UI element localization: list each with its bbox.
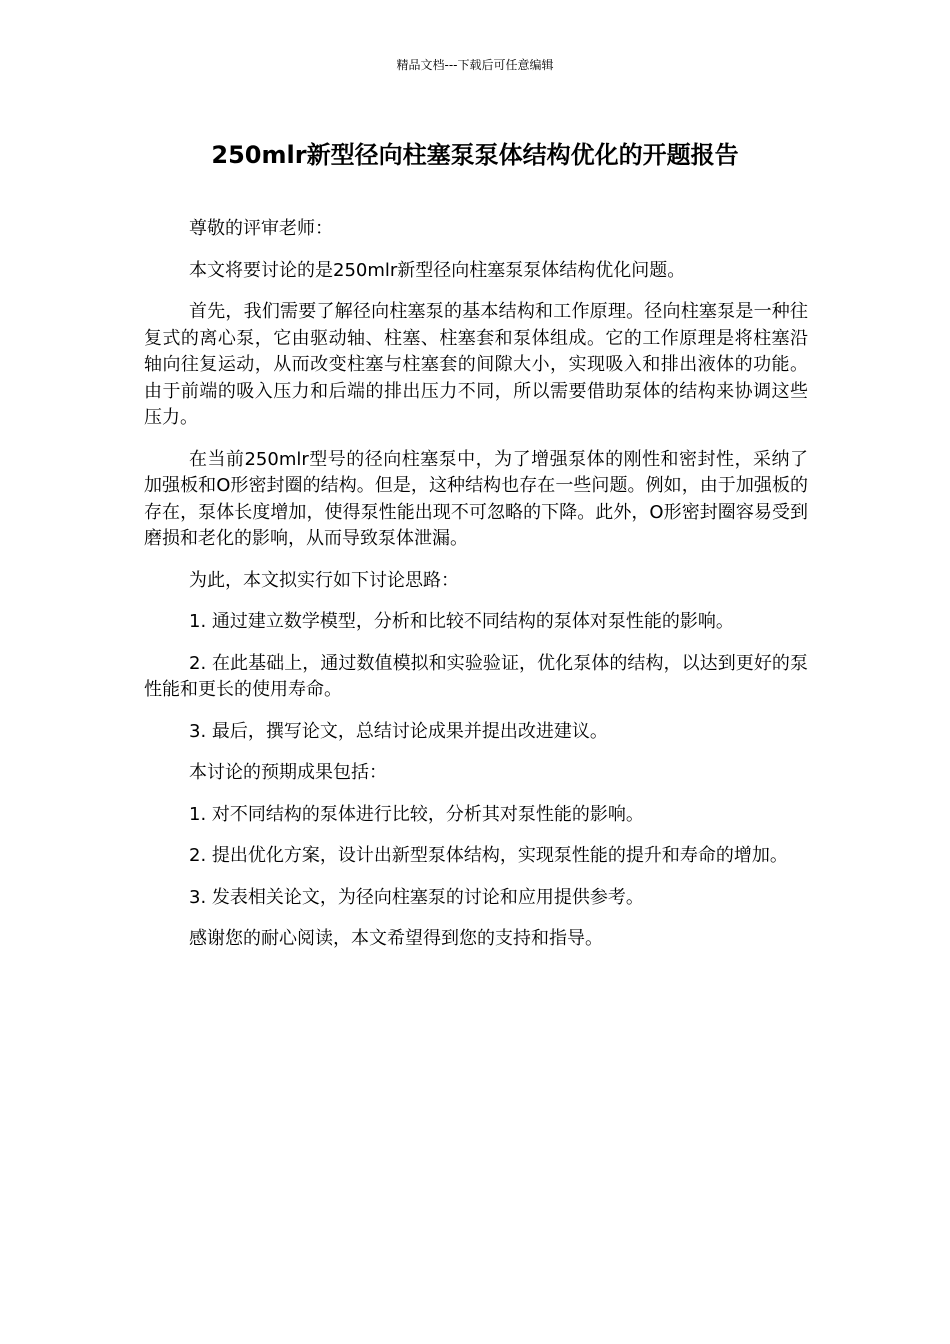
paragraph-outcomes-heading: 本讨论的预期成果包括： [189, 762, 387, 783]
approach-item-3: 3. 最后，撰写论文，总结讨论成果并提出改进建议。 [189, 720, 608, 742]
page-header: 精品文档---下载后可任意编辑 [396, 58, 554, 72]
outcome-item-2: 2. 提出优化方案，设计出新型泵体结构，实现泵性能的提升和寿命的增加。 [189, 845, 788, 866]
paragraph-principle: 首先，我们需要了解径向柱塞泵的基本结构和工作原理。径向柱塞泵是一种往复式的离心泵，它由驱动轴、柱塞、柱塞套和泵体组成。它的工作原理是将柱塞沿轴向往复运动，从而改变柱塞与柱塞套的间隙大小，实现吸入和排出液体的功能。由于前端的吸入压力和后端的排出压力不同，所以需要借助泵体的结构来协调这些压力。 [144, 301, 808, 428]
paragraph-approach-heading: 为此，本文拟实行如下讨论思路： [189, 569, 459, 591]
document-title: 250mlr新型径向柱塞泵泵体结构优化的开题报告 [211, 141, 739, 169]
salutation: 尊敬的评审老师： [189, 218, 333, 239]
approach-item-1: 1. 通过建立数学模型，分析和比较不同结构的泵体对泵性能的影响。 [189, 611, 734, 632]
paragraph-intro: 本文将要讨论的是250mlr新型径向柱塞泵泵体结构优化问题。 [189, 259, 686, 281]
paragraph-problem: 在当前250mlr型号的径向柱塞泵中，为了增强泵体的刚性和密封性，采纳了加强板和O形密封圈的结构。但是，这种结构也存在一些问题。例如，由于加强板的存在，泵体长度增加，使得泵性能出现不可忽略的下降。此外，O形密封圈容易受到磨损和老化的影响，从而导致泵体泄漏。 [144, 448, 808, 549]
outcome-item-1: 1. 对不同结构的泵体进行比较，分析其对泵性能的影响。 [189, 803, 644, 825]
approach-item-2: 2. 在此基础上，通过数值模拟和实验验证，优化泵体的结构，以达到更好的泵性能和更长的使用寿命。 [144, 652, 808, 700]
outcome-item-3: 3. 发表相关论文，为径向柱塞泵的讨论和应用提供参考。 [189, 886, 644, 908]
closing-line: 感谢您的耐心阅读，本文希望得到您的支持和指导。 [189, 928, 603, 949]
document-body [144, 216, 808, 968]
